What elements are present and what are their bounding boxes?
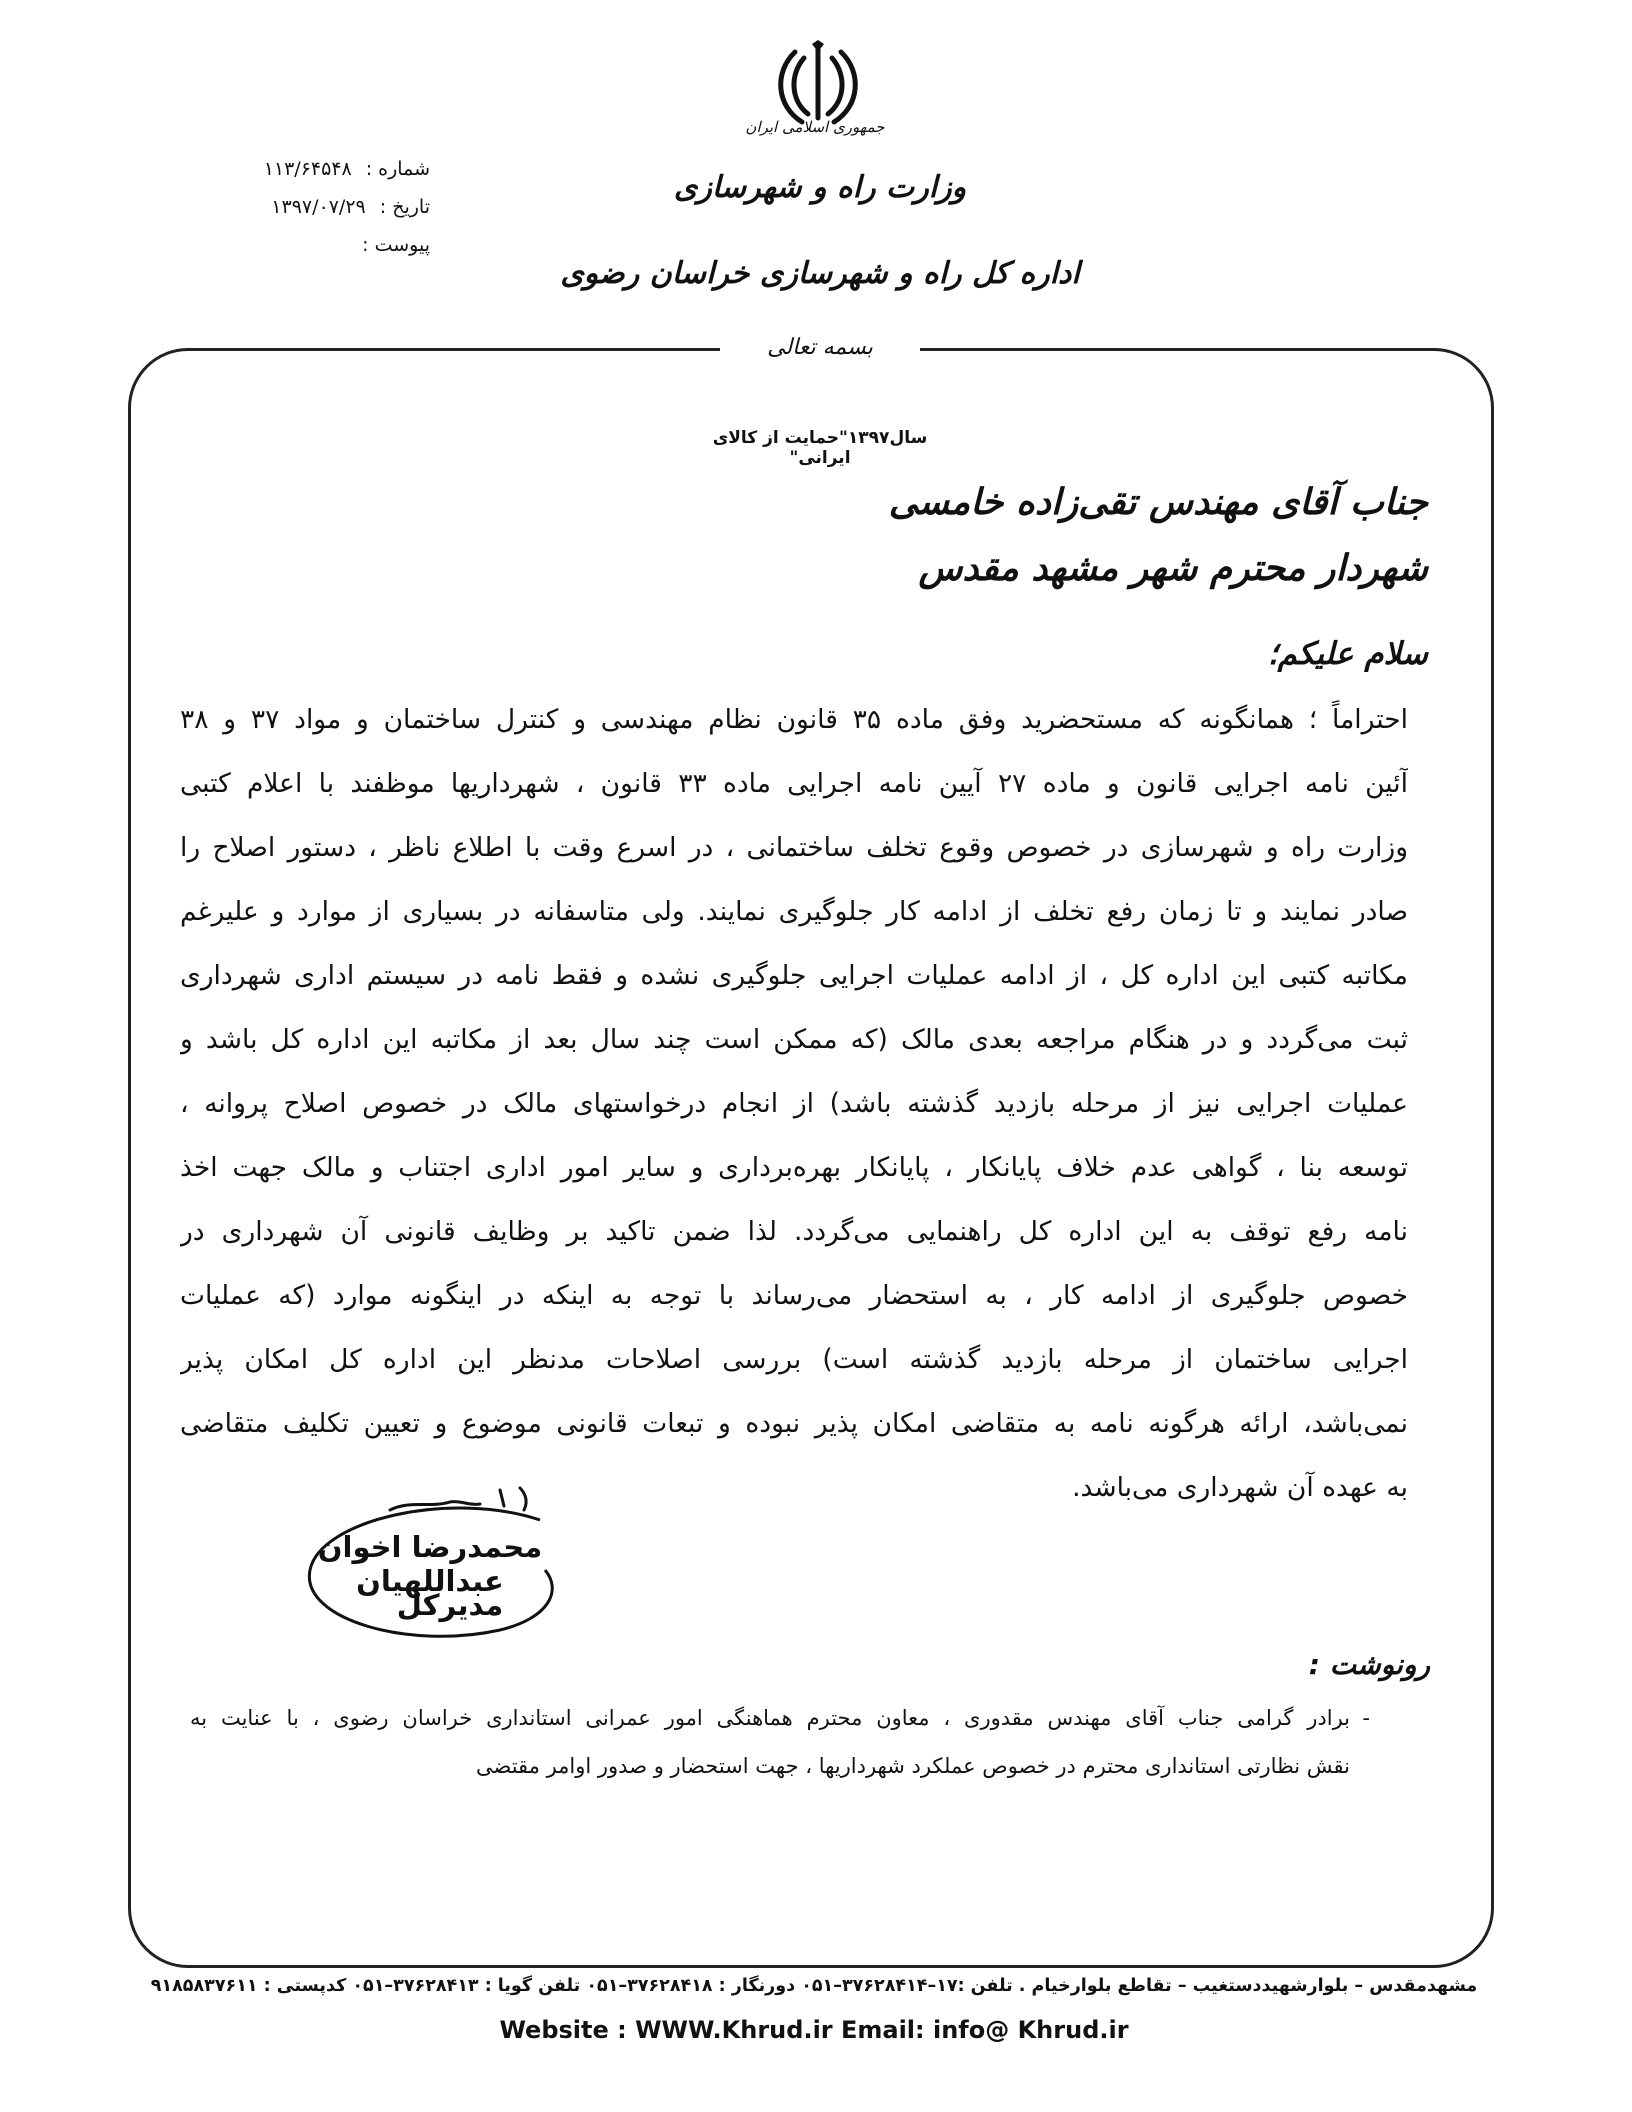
body-line: به عهده آن شهرداری می‌باشد. [1072,1472,1408,1503]
body-line: نمی‌باشد، ارائه هرگونه نامه به متقاضی امکان پذیر نبوده و تبعات قانونی موضوع و تعیین تکلیف متقاضی [180,1408,1408,1439]
emblem-caption: جمهوری اسلامی ایران [745,118,885,136]
body-line: توسعه بنا ، گواهی عدم خلاف پایانکار ، پایانکار بهره‌برداری و سایر امور اداری اجتناب و مالک جهت اخذ [180,1152,1408,1183]
year-slogan: سال۱۳۹۷"حمایت از کالای ایرانی" [712,428,928,468]
letter-body [180,688,1408,1520]
recipient-title: شهردار محترم شهر مشهد مقدس [918,548,1428,589]
footer-web: Website : WWW.Khrud.ir Email: info@ Khrud.ir [499,2016,1129,2044]
body-line: آئین نامه اجرایی قانون و ماده ۲۷ آیین نامه اجرایی ماده ۳۳ قانون ، شهرداریها موظفند با اعلام کتبی [180,768,1408,799]
cc-title: رونوشت : [1308,1648,1430,1681]
body-line: خصوص جلوگیری از ادامه کار ، به استحضار می‌رساند با توجه به اینکه در اینگونه موارد (که عملیات [180,1280,1408,1311]
letter-number-value: ۱۱۳/۶۴۵۴۸ [263,158,352,180]
recipient-block [400,470,1428,602]
salutation: سلام علیکم؛ [1267,636,1428,672]
cc-line: برادر گرامی جناب آقای مهندس مقدوری ، معاون محترم هماهنگی امور عمرانی استانداری خراسان رضوی ، با عنایت به [190,1706,1350,1730]
body-line: عملیات اجرایی نیز از مرحله بازدید گذشته باشد) از انجام درخواستهای مالک در خصوص اصلاح پروانه ، [180,1088,1408,1119]
body-line: اجرایی ساختمان از مرحله بازدید گذشته است) بررسی اصلاحات مدنظر این اداره کل امکان پذیر [180,1344,1408,1375]
cc-body [190,1694,1370,1790]
letter-number-label: شماره : [365,158,430,180]
cc-bullet: - [1362,1706,1370,1730]
body-line: وزارت راه و شهرسازی در خصوص وقوع تخلف ساختمانی ، در اسرع وقت با اطلاع ناظر ، دستور اصلاح را [180,832,1408,863]
recipient-name: جناب آقای مهندس تقی‌زاده خامسی [888,482,1428,523]
letter-date-row [200,188,430,226]
cc-line: نقش نظارتی استانداری محترم در خصوص عملکرد شهرداریها ، جهت استحضار و صدور اوامر مقتضی [475,1754,1350,1778]
signer-title: مدیرکل [396,1588,504,1622]
office-name: اداره کل راه و شهرسازی خراسان رضوی [560,256,1080,291]
letter-attachment-label: پیوست : [362,234,430,256]
ministry-name: وزارت راه و شهرسازی [673,170,967,205]
letter-date-value: ۱۳۹۷/۰۷/۲۹ [271,196,366,218]
body-line: مکاتبه کتبی این اداره کل ، از ادامه عملیات اجرایی جلوگیری نشده و فقط نامه در سیستم اداری شهرداری [180,960,1408,991]
bismillah: بسمه تعالی [720,335,920,375]
body-line: ثبت می‌گردد و در هنگام مراجعه بعدی مالک (که ممکن است چند سال بعد از مکاتبه این اداره کل باشد و [180,1024,1408,1055]
letter-number-row [200,150,430,188]
letter-attachment-row [200,226,430,264]
body-line: صادر نمایند و تا زمان رفع تخلف از ادامه کار جلوگیری نمایند. ولی متاسفانه در بسیاری از موارد و علیرغم [180,896,1408,927]
letter-date-label: تاریخ : [379,196,430,218]
letter-meta [200,150,430,264]
footer-address: مشهدمقدس – بلوارشهیددستغیب – تقاطع بلوارخیام . تلفن :۱۷–۳۷۶۲۸۴۱۴–۰۵۱ دورنگار : ۳۷۶۲۸۴۱۸–۰۵۱ تلفن گویا : ۳۷۶۲۸۴۱۳–۰۵۱ کدپستی : ۹۱۸۵۸۳۷۶۱۱ [150,1976,1478,1996]
body-line: نامه رفع توقف به این اداره کل راهنمایی می‌گردد. لذا ضمن تاکید بر وظایف قانونی آن شهرداری در [180,1216,1408,1247]
body-line: احتراماً ؛ همانگونه که مستحضرید وفق ماده ۳۵ قانون نظام مهندسی و کنترل ساختمان و مواد ۳۷ و ۳۸ [180,704,1408,735]
signer-name: محمدرضا اخوان عبداللهیان [317,1530,543,1598]
